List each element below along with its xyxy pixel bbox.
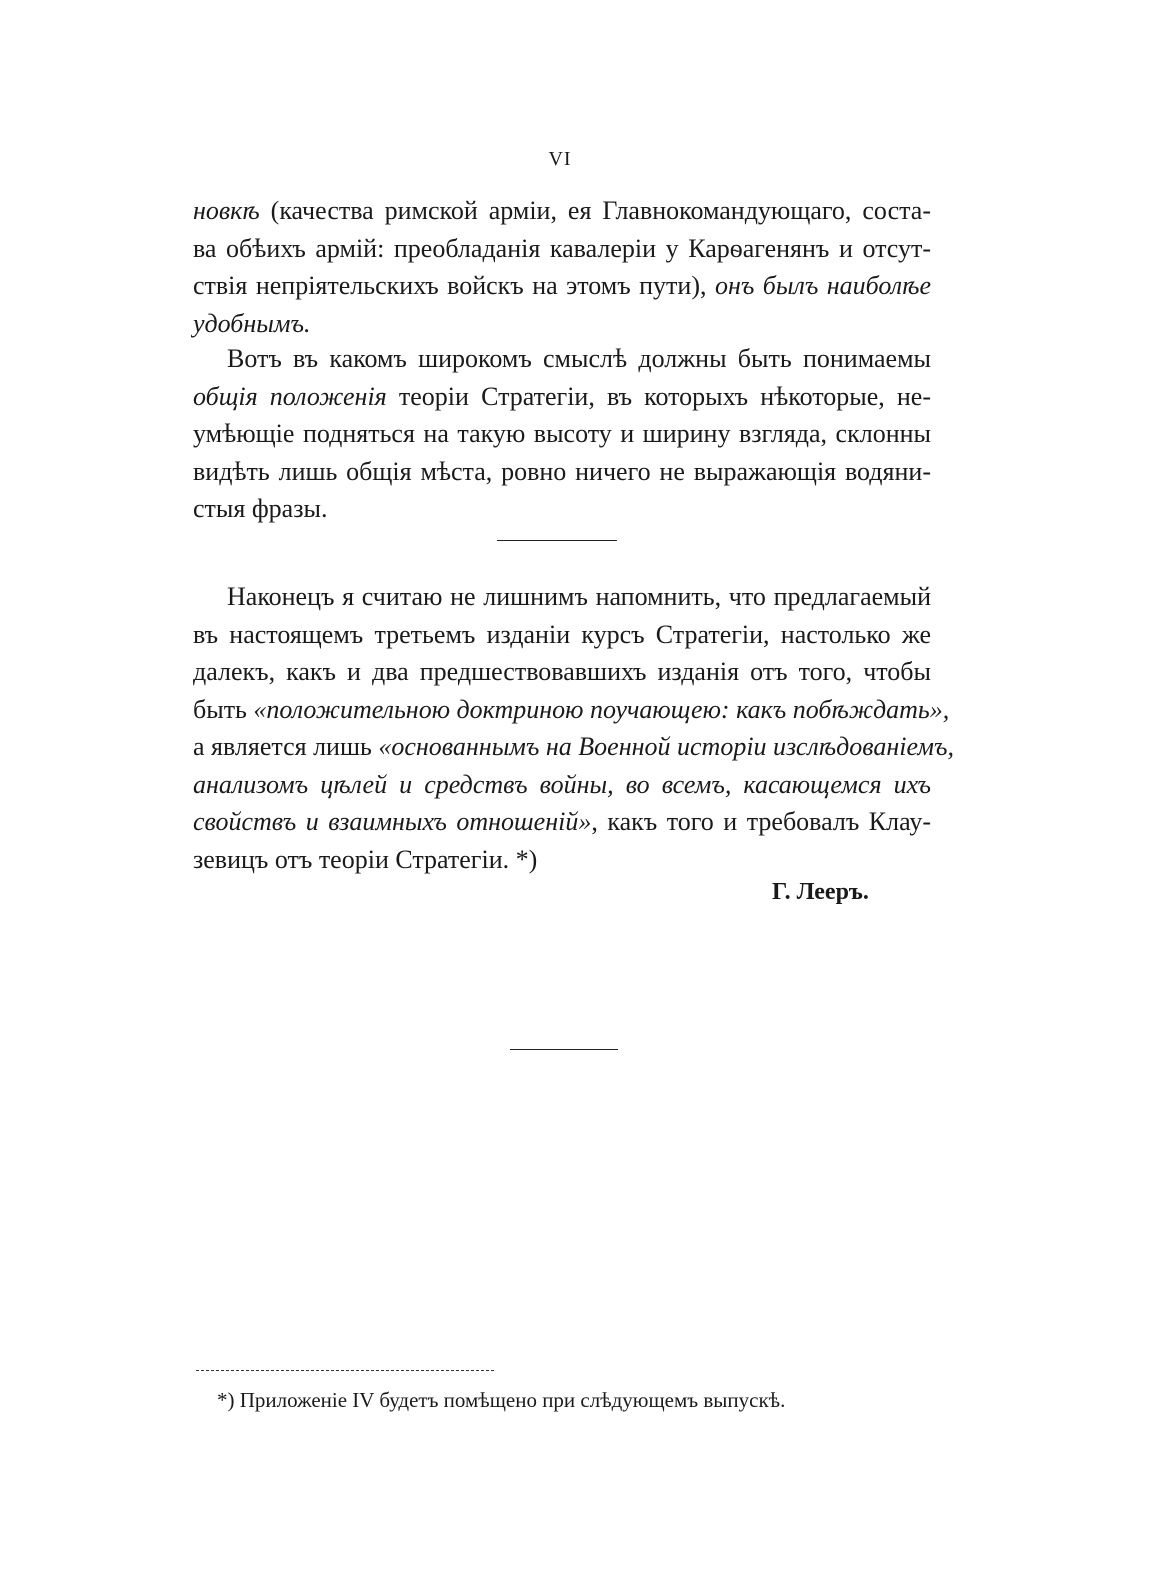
italic-text: свойствъ и взаимныхъ отношеній» <box>193 807 592 836</box>
paragraph-3-line-1: Наконецъ я считаю не лишнимъ напомнить, что предлагаемый <box>227 582 931 611</box>
author-signature: Г. Леeръ. <box>772 879 869 905</box>
paragraph-3-line-2: въ настоящемъ третьемъ изданіи курсъ Стратегіи, настолько же <box>193 619 931 649</box>
paragraph-1-line-2: ва обѣихъ армій: преобладанія кавалеріи у Карѳагенянъ и отсут- <box>193 233 931 263</box>
section-divider <box>497 540 617 541</box>
paragraph-3-line-8: зевицъ отъ теоріи Стратегіи. *) <box>193 844 538 874</box>
text: теоріи Стратегіи, въ которыхъ нѣкоторые, не- <box>386 381 931 411</box>
paragraph-3-line-7 <box>193 803 931 841</box>
paragraph-1-line-3 <box>193 267 931 305</box>
footnote-rule <box>196 1370 494 1371</box>
italic-text: «положительною доктриною поучающею: какъ побѣждать», <box>253 694 950 724</box>
paragraph-2-line-5: стыя фразы. <box>193 494 328 523</box>
paragraph-3-line-6 <box>193 766 931 804</box>
paragraph-1-line-4 <box>193 305 931 343</box>
paragraph-2-line-3: умѣющіе подняться на такую высоту и ширину взгляда, склонны <box>193 419 931 448</box>
footnote: *) Приложеніе IV будетъ помѣщено при слѣдующемъ выпускѣ. <box>217 1388 786 1412</box>
text: а является лишь <box>193 732 379 761</box>
italic-text: удобнымъ. <box>193 308 311 338</box>
paragraph-3-line-5 <box>193 728 954 766</box>
paragraph-2-line-2 <box>193 378 931 416</box>
italic-text: анализомъ цѣлей и средствъ войны, во всемъ, касающемся ихъ <box>193 769 931 799</box>
text: (качества римской арміи, ея Главнокомандующаго, соста- <box>259 196 931 225</box>
paragraph-3 <box>193 578 954 878</box>
end-divider <box>510 1049 618 1050</box>
paragraph-1 <box>193 192 931 342</box>
paragraph-2-line-4: видѣть лишь общія мѣста, ровно ничего не выражающія водяни- <box>193 456 931 486</box>
paragraph-3-line-3: далекъ, какъ и два предшествовавшихъ изданія отъ того, чтобы <box>193 657 931 686</box>
paragraph-3-line-4 <box>193 691 950 729</box>
italic-text: онъ былъ наиболѣе <box>714 271 931 300</box>
paragraph-2 <box>193 340 931 528</box>
text: , какъ того и требовалъ Клау- <box>591 807 931 836</box>
paragraph-1-line-1 <box>193 192 931 230</box>
page-number: VI <box>548 148 572 170</box>
text: ствія непріятельскихъ войскъ на этомъ пути), <box>193 271 715 300</box>
italic-text: общія положенія <box>193 381 387 411</box>
italic-text: новкѣ <box>193 196 260 225</box>
italic-text: «основаннымъ на Военной исторіи изслѣдованіемъ, <box>378 732 954 761</box>
paragraph-2-line-1: Вотъ въ какомъ широкомъ смыслѣ должны быть понимаемы <box>227 344 931 373</box>
text: быть <box>193 694 254 724</box>
